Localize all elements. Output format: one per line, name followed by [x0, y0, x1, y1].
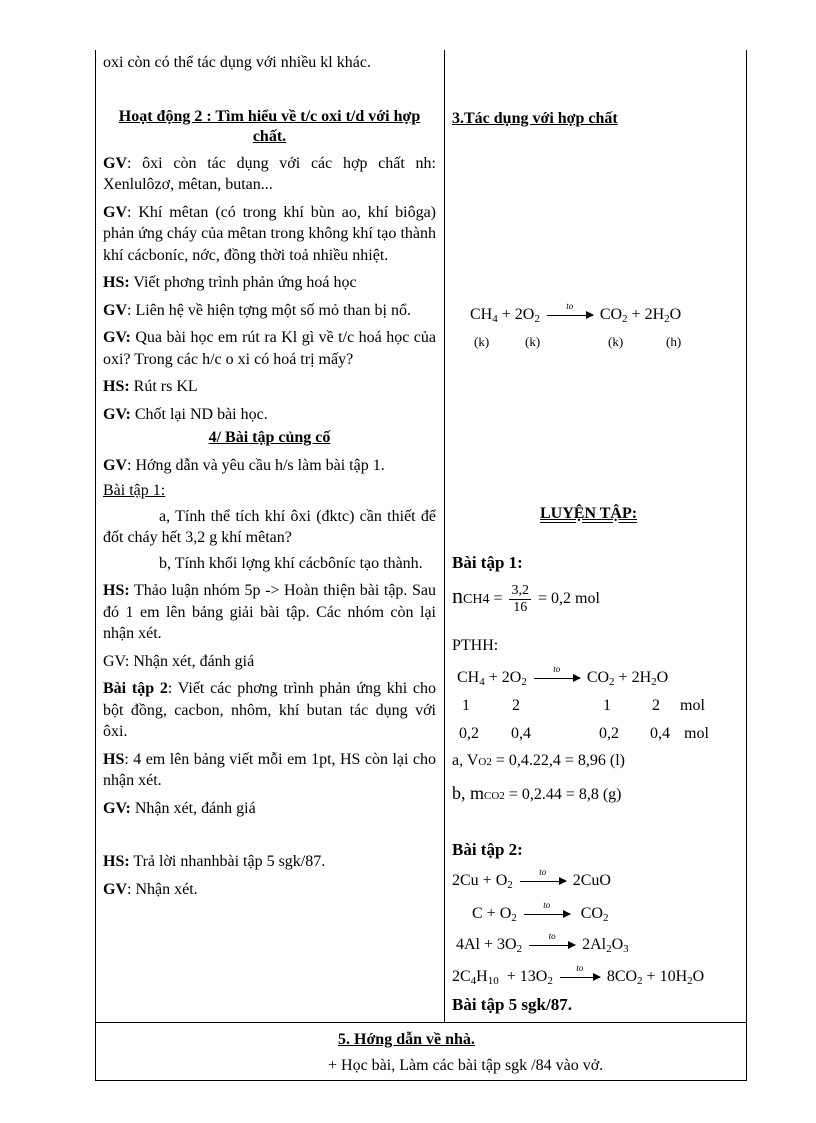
hs-paragraph: HS: Trả lời nhanhbài tập 5 sgk/87. — [103, 853, 326, 870]
gv-paragraph: GV: Nhận xét. — [103, 880, 198, 898]
practice-title: LUYỆN TẬP: — [540, 505, 638, 522]
hs-paragraph: HS: Thảo luận nhóm 5p -> Hoàn thiện bài tập. Sau đó 1 em lên bảng giải bài tập. Các nhóm còn lại nhận xét. — [103, 582, 436, 642]
section-3-title: 3.Tác dụng với hợp chất — [452, 110, 618, 127]
mol-value: 0,4 — [511, 725, 531, 742]
table-border-bottom — [95, 1080, 747, 1081]
exercise-1-part-a: a, Tính thể tích khí ôxi (đktc) cần thiết để đốt cháy hết 3,2 g khí mêtan? — [103, 507, 436, 546]
gv-paragraph: GV: Qua bài học em rút ra Kl gì về t/c hoá học của oxi? Trong các h/c o xi có hoá trị mấy? — [103, 329, 436, 368]
ratio-value: 2 — [652, 697, 660, 714]
mass-calculation: b, mCO2 = 0,2.44 = 8,8 (g) — [452, 783, 622, 803]
ratio-value: 1 — [603, 697, 611, 714]
state-label: (h) — [666, 334, 682, 349]
exercise-2-paragraph: Bài tập 2: Viết các phơng trình phản ứng khi cho bột đồng, cacbon, nhôm, khí butan tác dụng với ôxi. — [103, 680, 437, 740]
hs-paragraph: HS: Rút rs KL — [103, 378, 198, 395]
ratio-value: 1 — [462, 697, 470, 714]
pthh-label: PTHH: — [452, 637, 499, 654]
reaction-arrow: to — [520, 876, 566, 886]
reaction-arrow: to — [547, 310, 593, 320]
moles-calculation: nCH4 = $\frac{3,2}{16}$ = 0,2 mol — [452, 583, 600, 615]
table-row-divider — [95, 1022, 747, 1023]
hs-paragraph: HS: Viết phơng trình phản ứng hoá học — [103, 274, 357, 291]
gv-paragraph: GV: ôxi còn tác dụng với các hợp chất nh: Xenlulôzơ, mêtan, butan... — [103, 154, 436, 193]
exercise-1-part-b: b, Tính khối lợng khí cácbôníc tạo thành. — [159, 554, 423, 572]
left-column — [103, 52, 436, 900]
exercise-2-heading: Bài tập 2: — [452, 840, 523, 859]
table-border-right — [746, 50, 747, 1080]
carbon-reaction: $C + O_2$ to $CO_2$ — [472, 900, 609, 924]
table-border-left — [95, 50, 96, 1080]
mol-unit: mol — [684, 725, 709, 742]
exercise-5-line: Bài tập 5 sgk/87. — [452, 995, 572, 1014]
reaction-arrow: to — [529, 940, 575, 950]
homework-line: + Học bài, Làm các bài tập sgk /84 vào vở. — [328, 1057, 604, 1074]
activity-2-title: Hoạt động 2 : Tìm hiểu về t/c oxi t/d với hợp chất. — [118, 107, 421, 145]
gv-paragraph: GV: Hớng dẫn và yêu cầu h/s làm bài tập 1. — [103, 456, 385, 474]
table-column-divider — [444, 50, 445, 1022]
volume-calculation: a, VO2 = 0,4.22,4 = 8,96 (l) — [452, 752, 625, 769]
mol-value: 0,2 — [599, 725, 619, 742]
mol-value: 0,4 — [650, 725, 670, 742]
gv-paragraph: GV: Nhận xét, đánh giá — [103, 799, 256, 817]
butane-reaction: $2C_4H_{10} + 13O_2$ to $8CO_2 + 10H_2O$ — [452, 963, 705, 987]
reaction-arrow: to — [560, 972, 600, 982]
hs-paragraph: HS: 4 em lên bảng viết mỗi em 1pt, HS còn lại cho nhận xét. — [103, 750, 436, 789]
methane-equation-2: $CH_4 + 2O_2$ to $CO_2 + 2H_2O$ — [457, 664, 669, 688]
gv-paragraph: GV: Liên hệ về hiện tợng một số mỏ than bị nổ. — [103, 301, 411, 319]
ratio-value: 2 — [512, 697, 520, 714]
aluminium-reaction: $4Al + 3O_2$ to $2Al_2O_3$ — [456, 931, 629, 955]
state-label: (k) — [525, 334, 541, 349]
gv-paragraph: GV: Nhận xét, đánh giá — [103, 652, 255, 670]
reaction-arrow: to — [524, 909, 570, 919]
gv-paragraph: GV: Khí mêtan (có trong khí bùn ao, khí biôga) phản ứng cháy của mêtan trong không khí tạo thành khí cácboníc, nớc, đồng thời toả nhiều nhiệt. — [103, 203, 436, 264]
section-5-title: 5. Hớng dẫn về nhà. — [338, 1031, 475, 1048]
ratio-unit: mol — [680, 697, 705, 714]
state-label: (k) — [474, 334, 490, 349]
fraction: $\frac{3,2}{16}$ — [511, 583, 529, 615]
exercise-1-heading: Bài tập 1: — [452, 553, 523, 572]
mol-value: 0,2 — [459, 725, 479, 742]
section-4-title: 4/ Bài tập củng cố — [208, 429, 331, 446]
reaction-arrow: to — [534, 673, 580, 683]
copper-reaction: $2Cu + O_2$ to 2CuO — [452, 867, 611, 891]
state-label: (k) — [608, 334, 624, 349]
intro-line: oxi còn có thể tác dụng với nhiều kl khác. — [103, 54, 371, 71]
exercise-1-title: Bài tập 1: — [103, 482, 166, 499]
methane-combustion-equation: $CH_4 + 2O_2$ to $CO_2 + 2H_2O$ — [470, 301, 682, 325]
gv-paragraph: GV: Chốt lại ND bài học. — [103, 405, 268, 423]
